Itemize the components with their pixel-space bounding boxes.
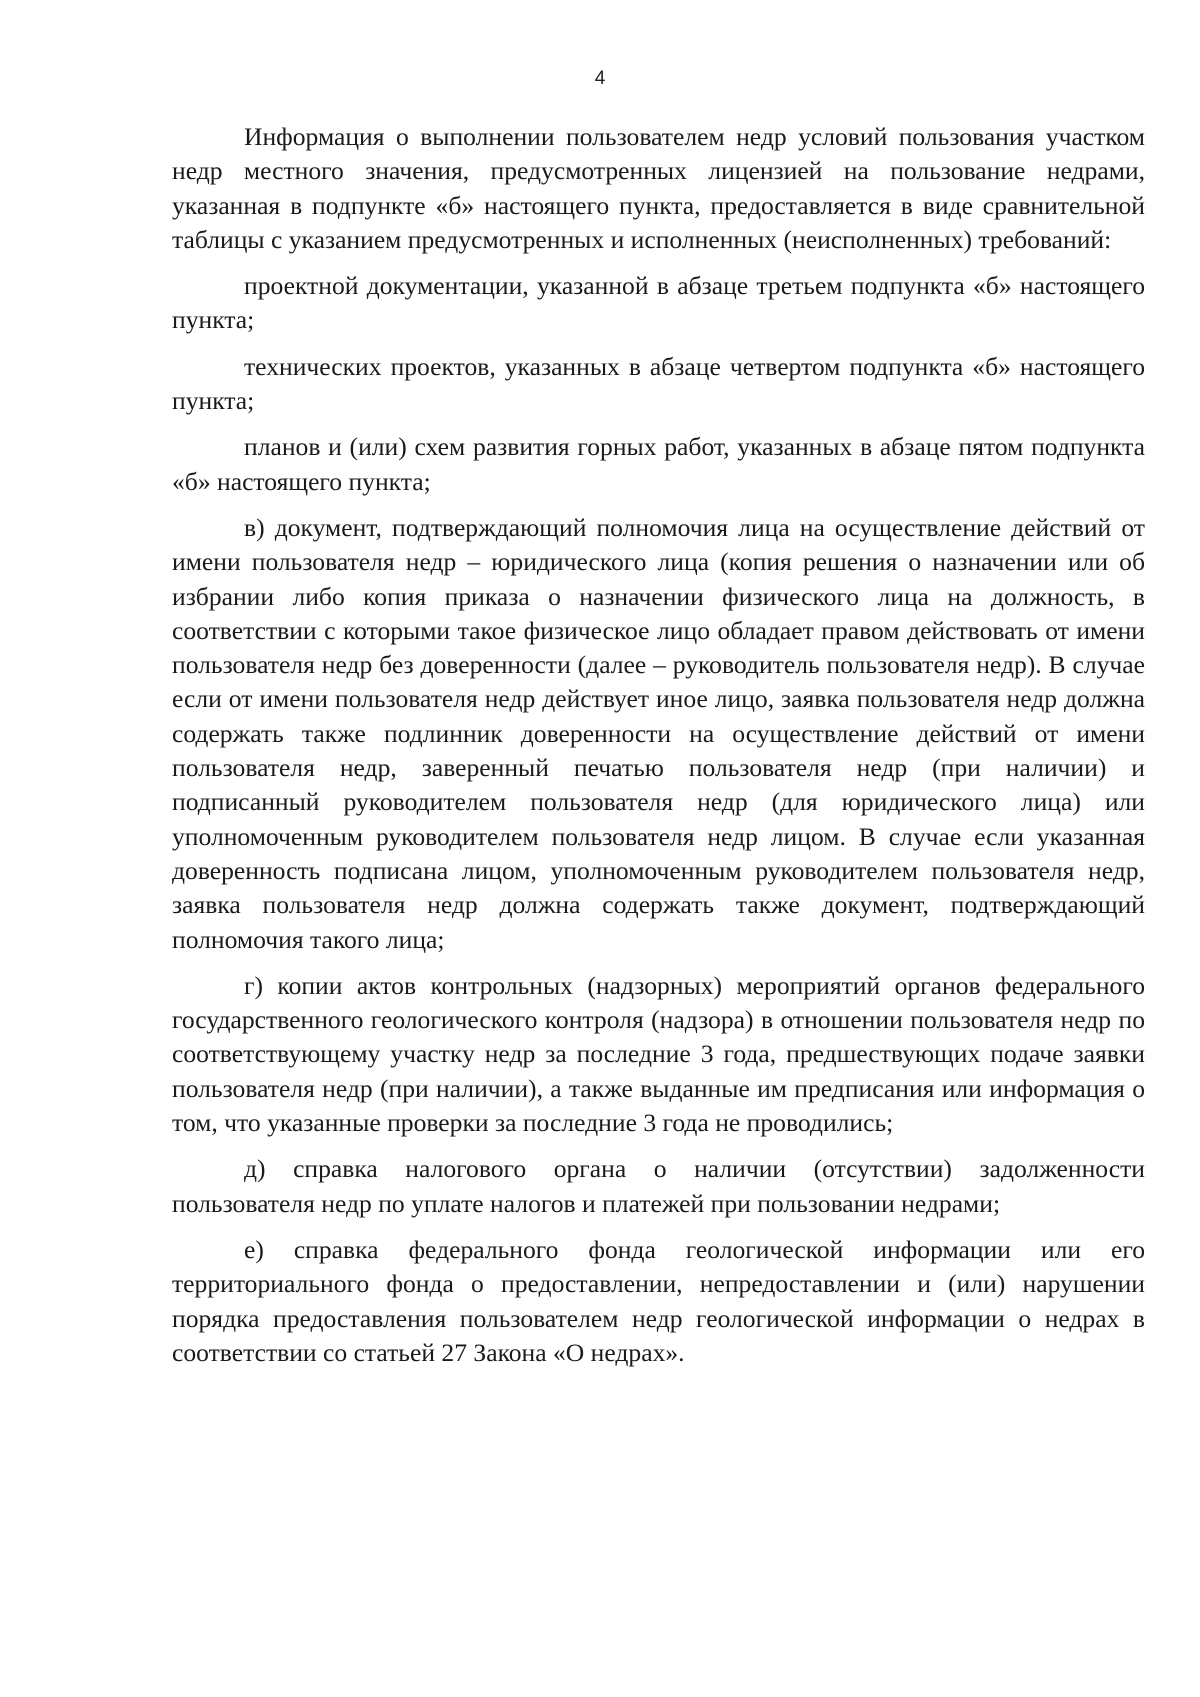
paragraph-mining-plans: планов и (или) схем развития горных работ, указанных в абзаце пятом подпункта «б» настоящего пункта;	[172, 432, 1145, 496]
paragraph-item-g: г) копии актов контрольных (надзорных) мероприятий органов федерального государственного геологического контроля (надзора) в отношении пользователя недр по соответствующему участку недр за последние 3 года, предшествующих подаче заявки пользователя недр (при наличии), а также выданные им предписания или информация о том, что указанные проверки за последние 3 года не проводились;	[172, 970, 1145, 1138]
paragraph-technical-projects: технических проектов, указанных в абзаце четвертом подпункта «б» настоящего пункта;	[172, 351, 1145, 416]
page-number: 4	[594, 68, 606, 89]
paragraph-item-v: в) документ, подтверждающий полномочия лица на осуществление действий от имени пользователя недр – юридического лица (копия решения о назначении или об избрании либо копия приказа о назначении физического лица на должность, в соответствии с которыми такое физическое лицо обладает правом действовать от имени пользователя недр без доверенности (далее – руководитель пользователя недр). В случае если от имени пользователя недр действует иное лицо, заявка пользователя недр должна содержать также подлинник доверенности на осуществление действий от имени пользователя недр, заверенный печатью пользователя недр (при наличии) и подписанный руководителем пользователя недр (для юридического лица) или уполномоченным руководителем пользователя недр лицом. В случае если указанная доверенность подписана лицом, уполномоченным руководителем пользователя недр, заявка пользователя недр должна содержать также документ, подтверждающий полномочия такого лица;	[172, 512, 1145, 954]
paragraph-item-e: е) справка федерального фонда геологической информации или его территориального фонда о предоставлении, непредоставлении и (или) нарушении порядка предоставления пользователем недр геологической информации о недрах в соответствии со статьей 27 Закона «О недрах».	[172, 1234, 1145, 1367]
document-body	[172, 120, 1145, 1370]
paragraph-item-d: д) справка налогового органа о наличии (отсутствии) задолженности пользователя недр по уплате налогов и платежей при пользовании недрами;	[172, 1154, 1145, 1218]
paragraph-project-docs: проектной документации, указанной в абзаце третьем подпункта «б» настоящего пункта;	[172, 271, 1145, 335]
paragraph-intro: Информация о выполнении пользователем недр условий пользования участком недр местного значения, предусмотренных лицензией на пользование недрами, указанная в подпункте «б» настоящего пункта, предоставляется в виде сравнительной таблицы с указанием предусмотренных и исполненных (неисполненных) требований:	[172, 122, 1145, 254]
